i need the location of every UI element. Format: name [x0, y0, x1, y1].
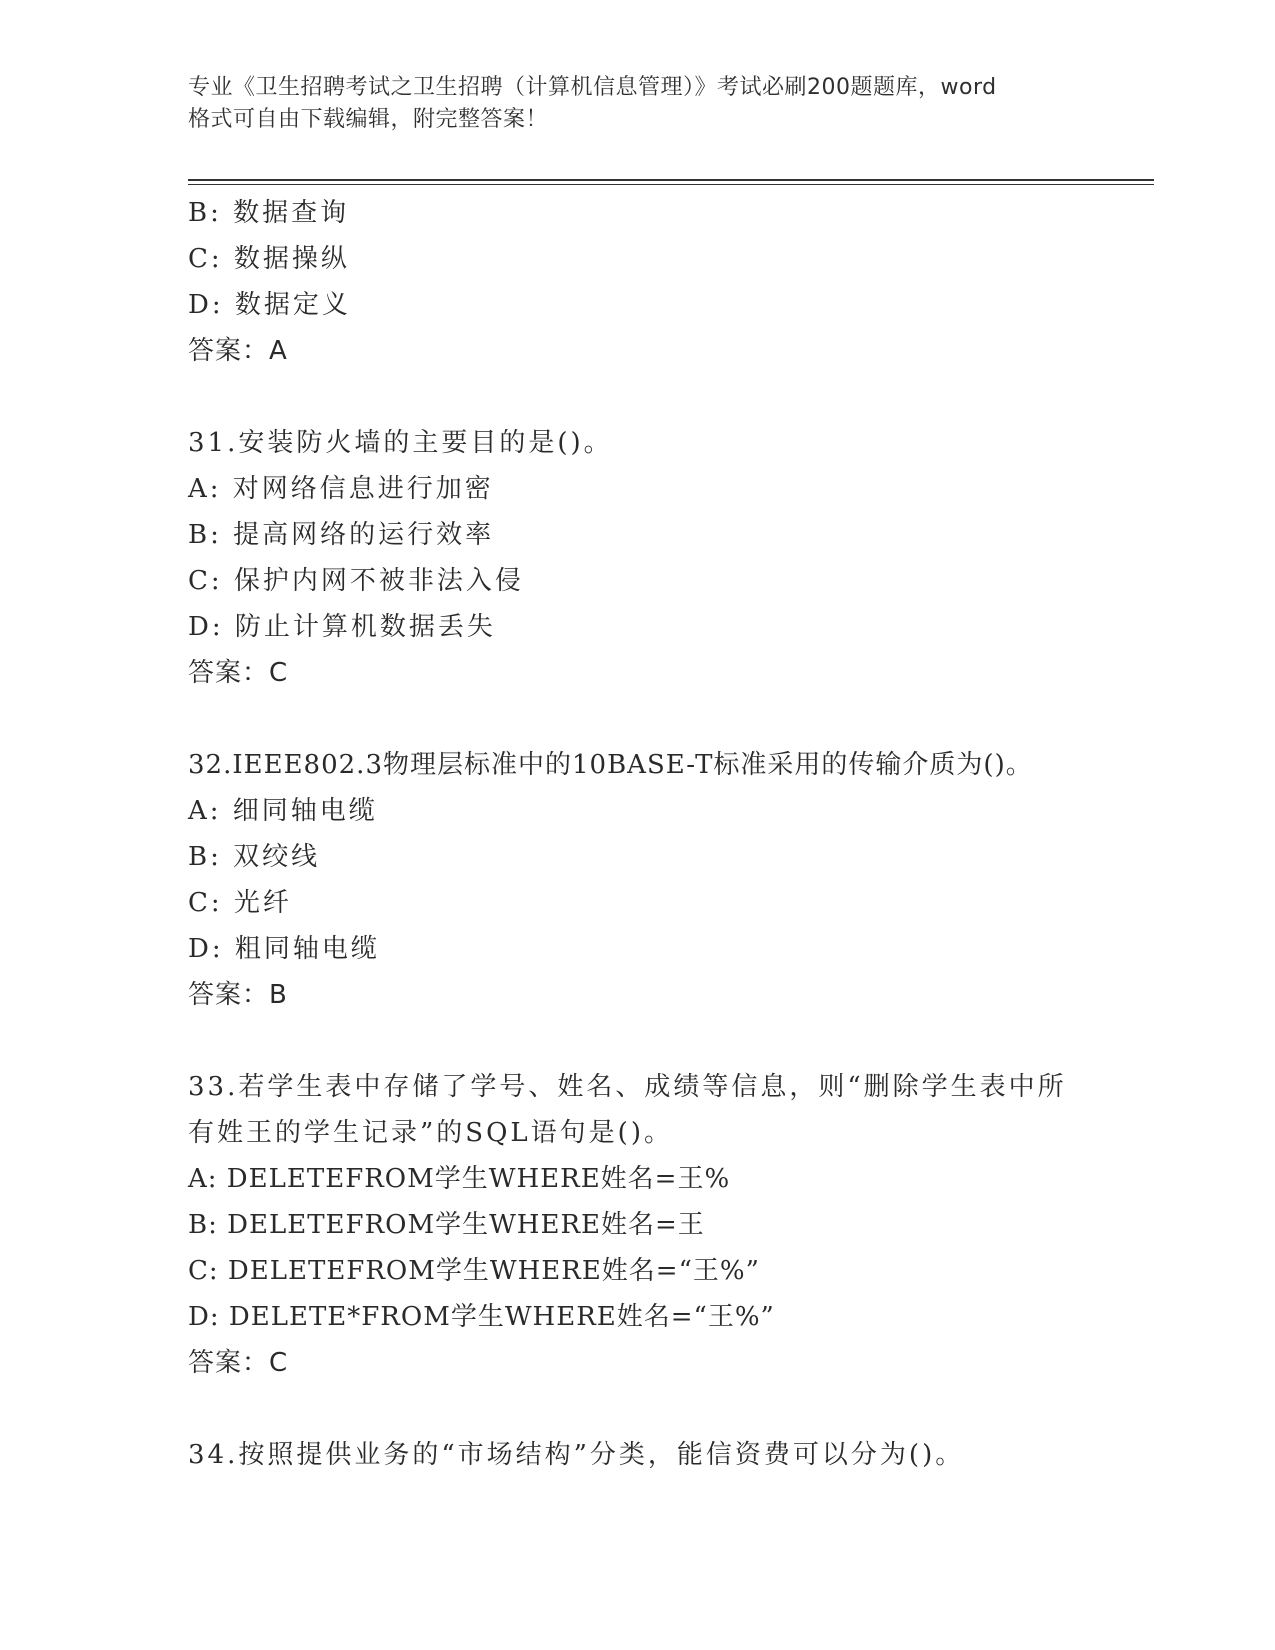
question-33: [188, 1064, 1108, 1386]
answer: 答案：B: [188, 980, 288, 1010]
document-header: [188, 72, 1088, 136]
option-c: C: 数据操纵: [188, 244, 350, 274]
question-34: [188, 1432, 1108, 1478]
option-d: D: 数据定义: [188, 290, 351, 320]
option-d: D: 防止计算机数据丢失: [188, 612, 496, 642]
question-text-line-1: 33.若学生表中存储了学号、姓名、成绩等信息，则“删除学生表中所: [188, 1072, 1067, 1102]
option-c: C: 保护内网不被非法入侵: [188, 566, 524, 596]
spacer: [188, 1386, 1108, 1432]
option-d: D: 粗同轴电缆: [188, 934, 380, 964]
header-rule-thin: [188, 184, 1154, 185]
option-a: A: DELETEFROM学生WHERE姓名=王%: [188, 1164, 731, 1194]
document-body: [188, 190, 1108, 1478]
option-a: A: 对网络信息进行加密: [188, 474, 494, 504]
option-c: C: 光纤: [188, 888, 292, 918]
option-a: A: 细同轴电缆: [188, 796, 378, 826]
option-b: B: DELETEFROM学生WHERE姓名=王: [188, 1210, 705, 1240]
option-b: B: 数据查询: [188, 198, 350, 228]
header-rule-thick: [188, 179, 1154, 181]
spacer: [188, 1018, 1108, 1064]
question-30-continued: [188, 190, 1108, 374]
question-text-line-2: 有姓王的学生记录”的SQL语句是()。: [188, 1118, 673, 1148]
question-text: 31.安装防火墙的主要目的是()。: [188, 428, 613, 458]
question-text: 32.IEEE802.3物理层标准中的10BASE-T标准采用的传输介质为()。: [188, 750, 1033, 780]
option-b: B: 提高网络的运行效率: [188, 520, 495, 550]
question-32: [188, 742, 1108, 1018]
spacer: [188, 696, 1108, 742]
option-b: B: 双绞线: [188, 842, 321, 872]
header-line-2: 格式可自由下载编辑，附完整答案！: [188, 107, 549, 132]
header-line-1: 专业《卫生招聘考试之卫生招聘（计算机信息管理）》考试必刷200题题库，word: [188, 75, 997, 100]
answer: 答案：C: [188, 658, 289, 688]
question-31: [188, 420, 1108, 696]
question-text: 34.按照提供业务的“市场结构”分类，能信资费可以分为()。: [188, 1440, 965, 1470]
option-c: C: DELETEFROM学生WHERE姓名=“王%”: [188, 1256, 760, 1286]
answer: 答案：A: [188, 336, 288, 366]
spacer: [188, 374, 1108, 420]
option-d: D: DELETE*FROM学生WHERE姓名=“王%”: [188, 1302, 775, 1332]
answer: 答案：C: [188, 1348, 289, 1378]
